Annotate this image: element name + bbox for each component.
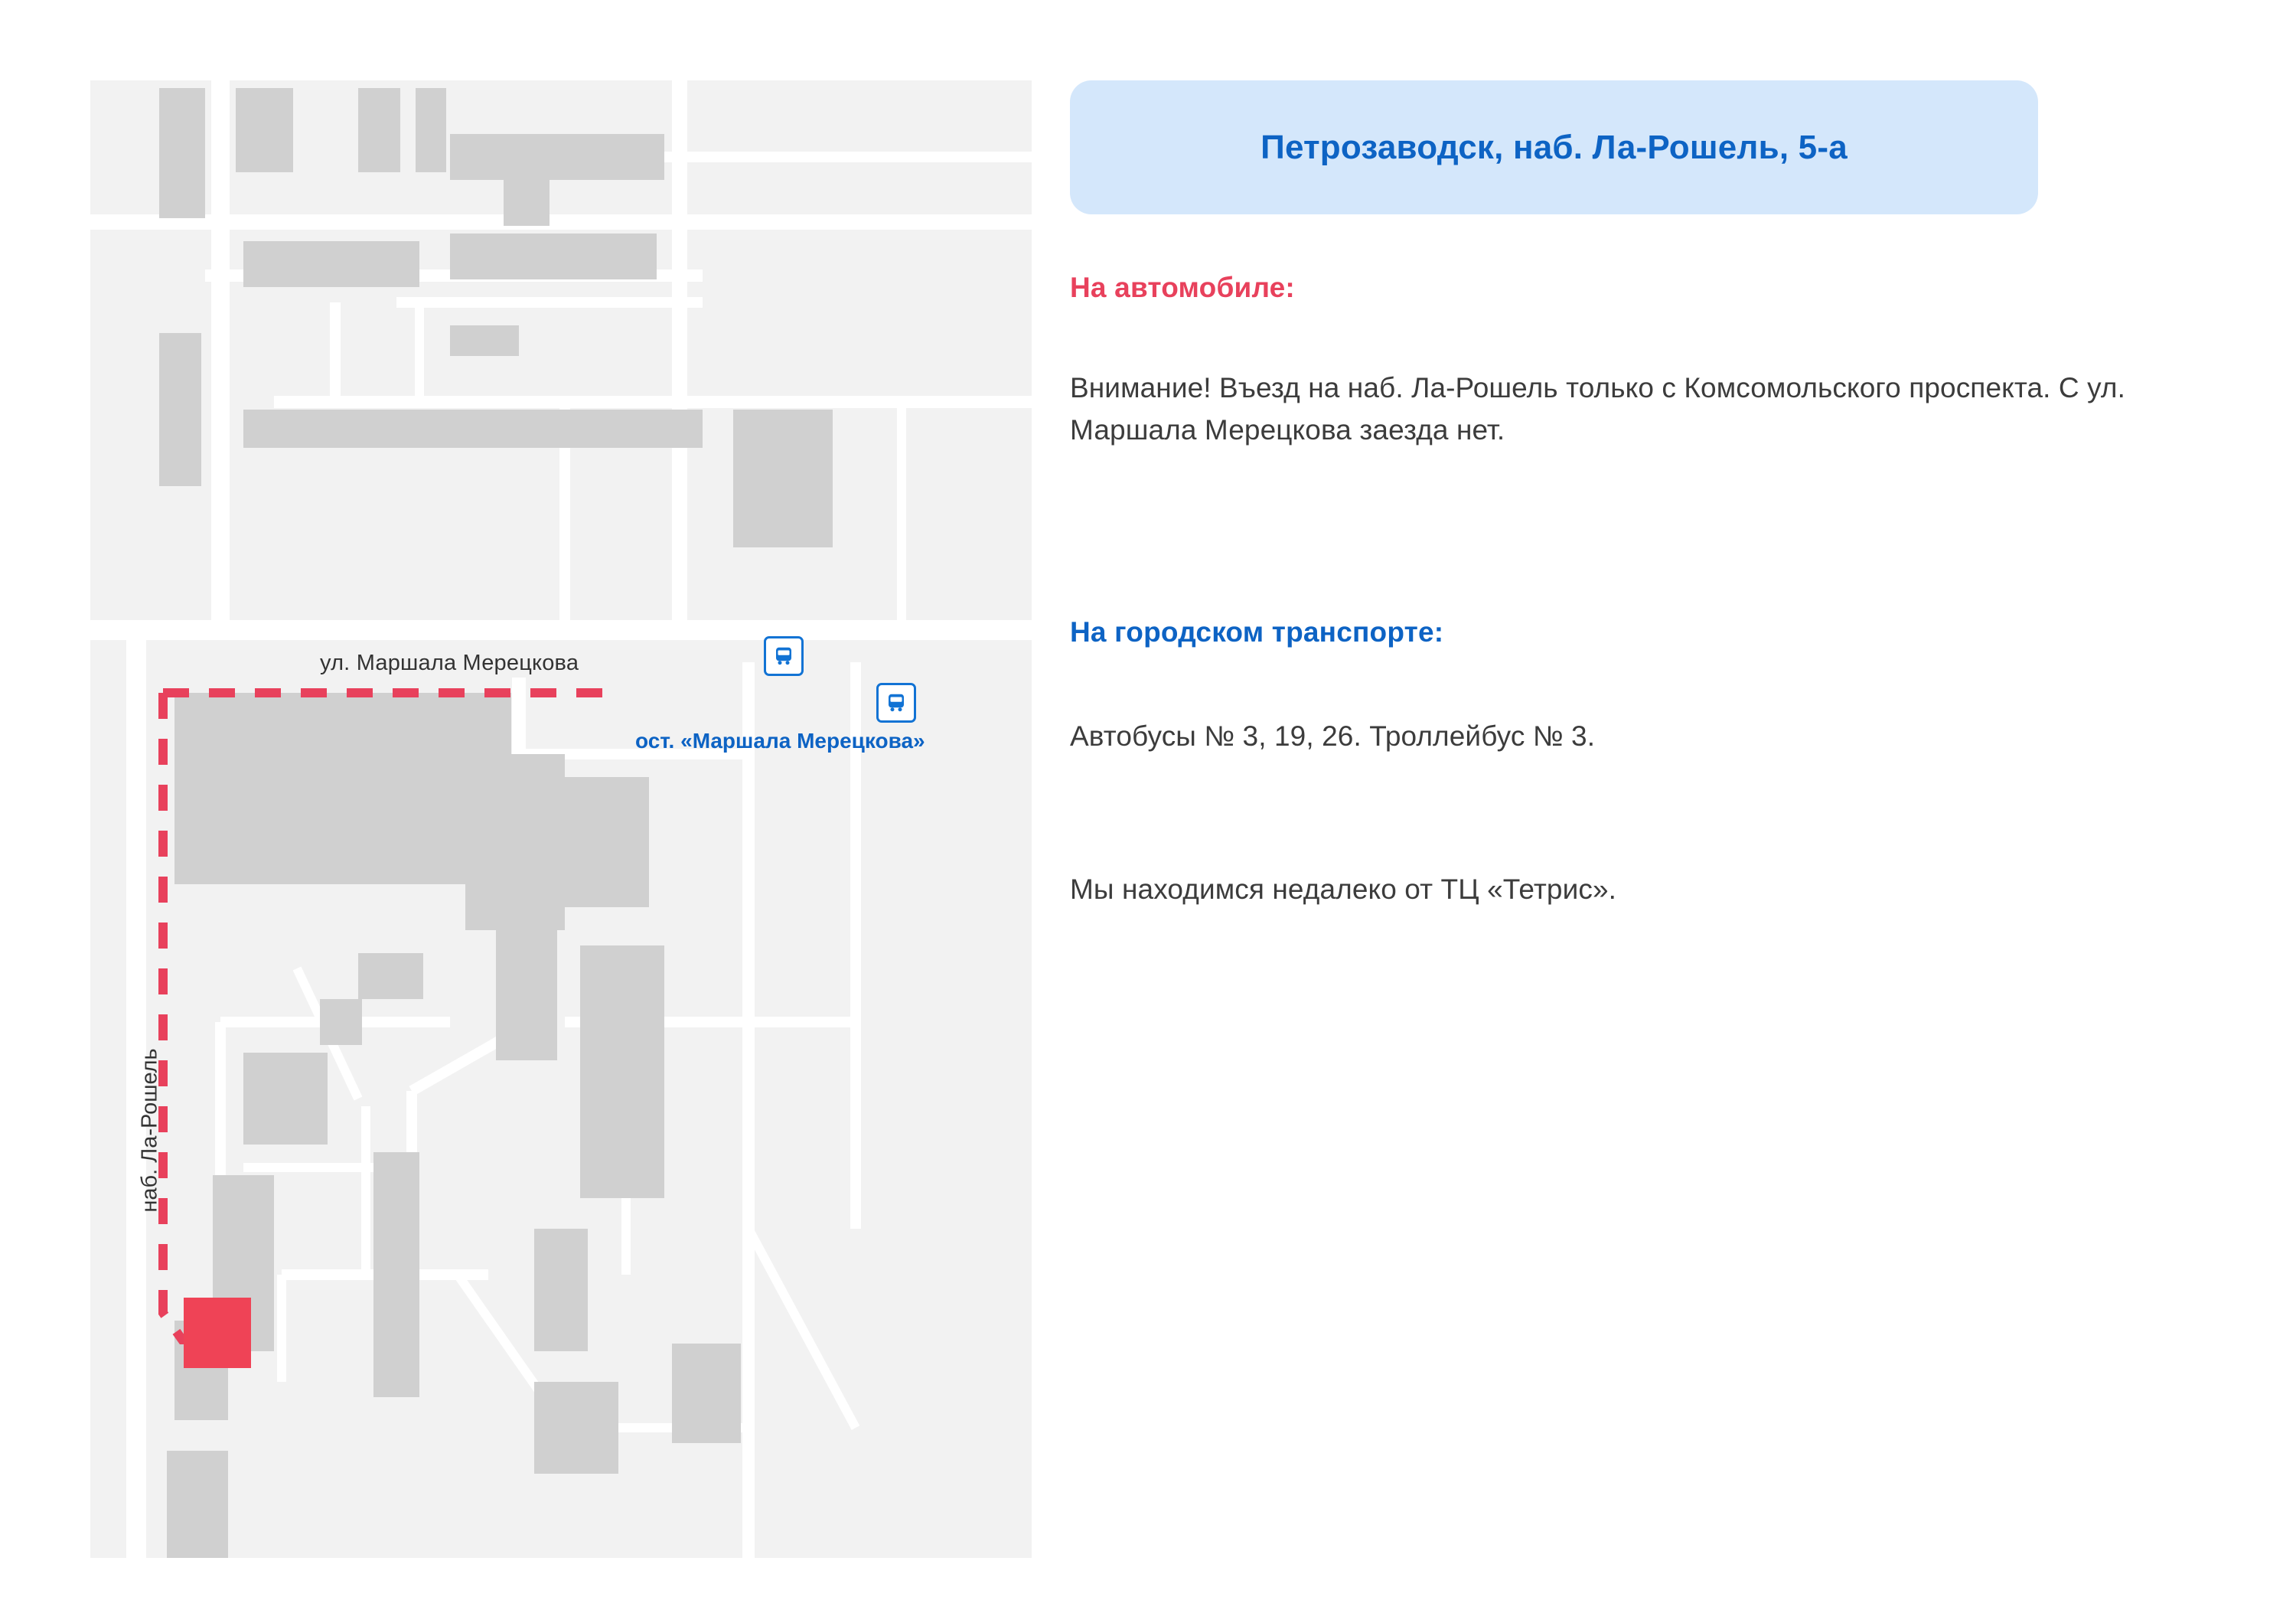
map-label-bus-stop: ост. «Маршала Мерецкова» [635,729,925,753]
heading-by-car: На автомобиле: [1070,272,1295,303]
nearby-landmark-text: Мы находимся недалеко от ТЦ «Тетрис». [1070,874,1616,905]
by-car-text: Внимание! Въезд на наб. Ла-Рошель только с Комсомольского проспекта. С ул. Маршала Мерецкова заезда нет. [1070,372,2125,446]
address-text: Петрозаводск, наб. Ла-Рошель, 5-а [1261,128,1848,166]
address-banner [1070,80,2038,214]
bus-icon[interactable] [764,636,804,676]
map-column [0,0,1049,1623]
map-label-street: ул. Маршала Мерецкова [320,651,579,675]
public-transport-text: Автобусы № 3, 19, 26. Троллейбус № 3. [1070,720,1596,752]
heading-public-transport: На городском транспорте: [1070,616,1444,648]
info-column [1049,0,2296,1623]
map-canvas[interactable] [90,80,1032,1558]
bus-icon[interactable] [876,683,916,723]
map-label-embankment: наб. Ла-Рошель [137,1048,162,1213]
map-graphics [90,80,1032,1558]
